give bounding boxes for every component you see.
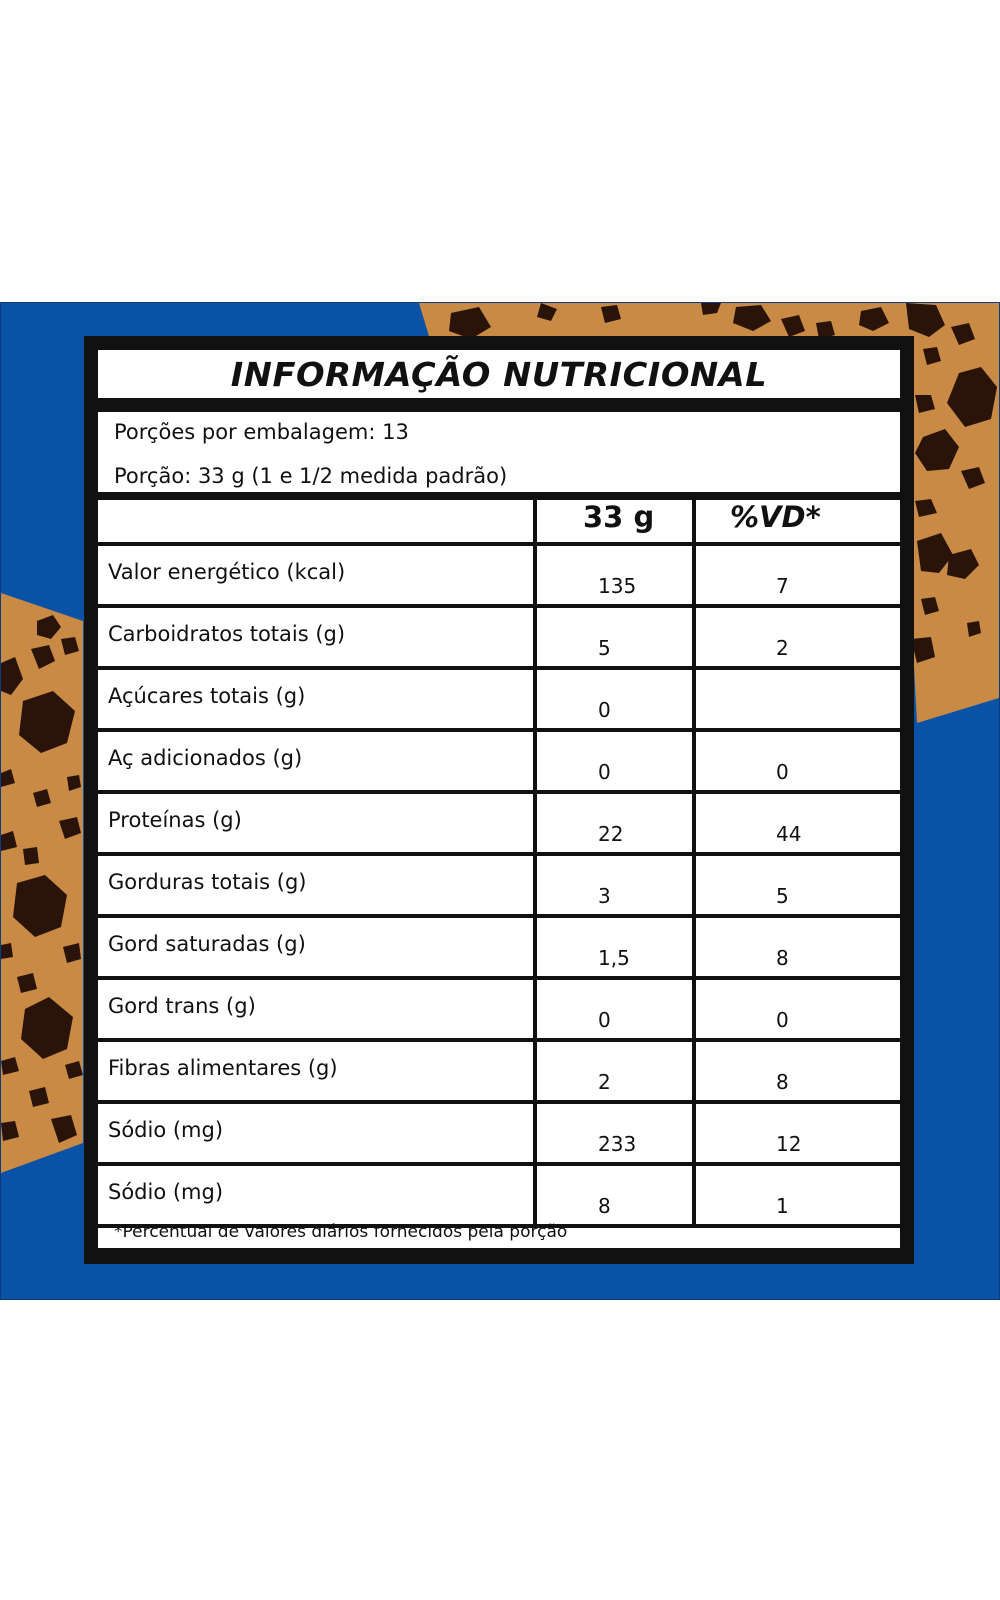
nutrient-daily-value: 12 (776, 1132, 802, 1156)
column-divider (692, 670, 696, 728)
table-row (98, 732, 900, 794)
nutrient-name: Gord trans (g) (108, 994, 256, 1018)
table-row (98, 918, 900, 980)
column-divider (692, 500, 696, 542)
column-divider (533, 546, 537, 604)
column-divider (692, 794, 696, 852)
servings-per-package: Porções por embalagem: 13 (114, 420, 409, 444)
column-divider (692, 918, 696, 976)
column-divider (533, 670, 537, 728)
column-divider (692, 980, 696, 1038)
nutrient-daily-value: 8 (776, 946, 789, 970)
serving-info (98, 412, 900, 500)
nutrient-amount: 135 (598, 574, 637, 598)
nutrient-name: Aç adicionados (g) (108, 746, 303, 770)
table-row (98, 1166, 900, 1228)
table-header-row (98, 500, 900, 546)
nutrient-daily-value: 0 (776, 760, 789, 784)
column-divider (692, 1104, 696, 1162)
nutrient-amount: 233 (598, 1132, 637, 1156)
column-divider (533, 856, 537, 914)
column-divider (533, 1166, 537, 1224)
table-row (98, 670, 900, 732)
daily-value-footnote: *Percentual de valores diários fornecidos pela porção (114, 1222, 568, 1242)
column-divider (533, 500, 537, 542)
nutrient-name: Proteínas (g) (108, 808, 242, 832)
table-row (98, 794, 900, 856)
column-divider (533, 1104, 537, 1162)
nutrient-amount: 3 (598, 884, 611, 908)
nutrient-amount: 0 (598, 1008, 611, 1032)
label-title-bar (98, 350, 900, 412)
column-divider (533, 608, 537, 666)
column-divider (533, 980, 537, 1038)
table-row (98, 1042, 900, 1104)
nutrient-daily-value: 0 (776, 1008, 789, 1032)
nutrient-name: Sódio (mg) (108, 1180, 224, 1204)
column-divider (692, 1042, 696, 1100)
nutrient-daily-value: 5 (776, 884, 789, 908)
column-divider (692, 608, 696, 666)
nutrient-name: Carboidratos totais (g) (108, 622, 346, 646)
daily-value-column-header: %VD* (730, 500, 821, 534)
nutrient-amount: 0 (598, 760, 611, 784)
nutrient-name: Açúcares totais (g) (108, 684, 306, 708)
nutrient-amount: 22 (598, 822, 624, 846)
nutrient-daily-value: 1 (776, 1194, 789, 1218)
label-body (98, 350, 900, 1248)
column-divider (692, 856, 696, 914)
column-divider (533, 732, 537, 790)
nutrient-table (98, 500, 900, 1228)
table-row (98, 546, 900, 608)
nutrient-amount: 2 (598, 1070, 611, 1094)
nutrient-daily-value: 44 (776, 822, 802, 846)
nutrient-name: Valor energético (kcal) (108, 560, 346, 584)
nutrient-name: Gorduras totais (g) (108, 870, 307, 894)
nutrient-amount: 1,5 (598, 946, 630, 970)
nutrient-daily-value: 8 (776, 1070, 789, 1094)
nutrient-name: Gord saturadas (g) (108, 932, 306, 956)
column-divider (692, 546, 696, 604)
table-row (98, 608, 900, 670)
nutrient-amount: 5 (598, 636, 611, 660)
nutrient-daily-value: 2 (776, 636, 789, 660)
nutrient-name: Fibras alimentares (g) (108, 1056, 338, 1080)
column-divider (692, 732, 696, 790)
table-row (98, 1104, 900, 1166)
nutrient-name: Sódio (mg) (108, 1118, 224, 1142)
nutrition-facts-label (84, 336, 914, 1264)
column-divider (533, 1042, 537, 1100)
table-row (98, 980, 900, 1042)
nutrient-daily-value: 7 (776, 574, 789, 598)
serving-size: Porção: 33 g (1 e 1/2 medida padrão) (114, 464, 508, 488)
column-divider (692, 1166, 696, 1224)
column-divider (533, 918, 537, 976)
label-title: INFORMAÇÃO NUTRICIONAL (230, 354, 768, 394)
nutrient-amount: 0 (598, 698, 611, 722)
column-divider (533, 794, 537, 852)
nutrient-amount: 8 (598, 1194, 611, 1218)
table-row (98, 856, 900, 918)
amount-column-header: 33 g (583, 500, 655, 534)
